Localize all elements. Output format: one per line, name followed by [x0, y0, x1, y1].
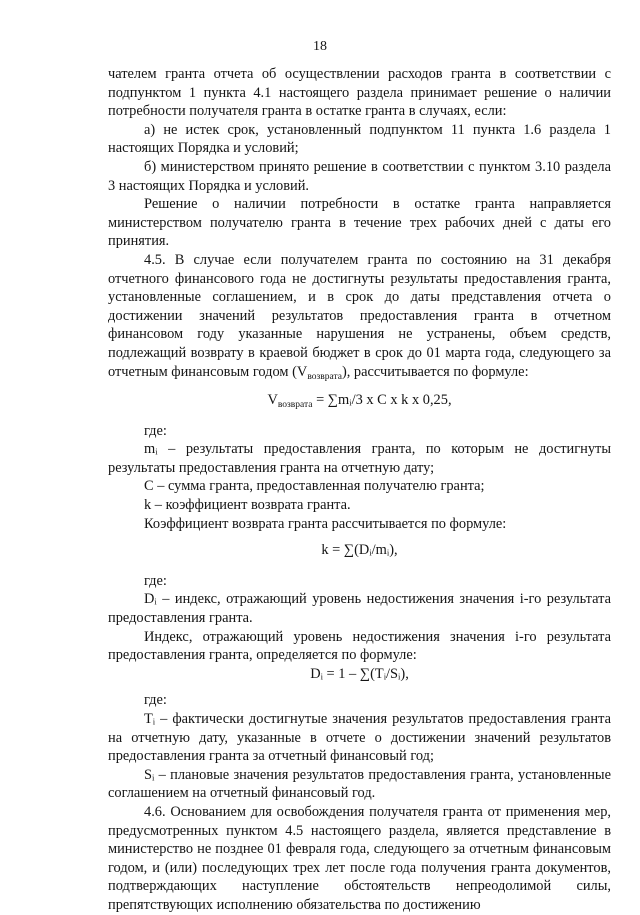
formula-lhs: V [267, 392, 278, 409]
paragraph-4-5 [108, 251, 611, 383]
definition-ti: Tᵢ – фактически достигнутые значения результатов предоставления гранта на отчетную дату, указанные в отчете о достижении значений результатов предоставления гранта за отчетный финансовый год; [108, 711, 611, 765]
paragraph-index: Индекс, отражающий уровень недостижения значения i-го результата предоставления гранта, определяется по формуле: [108, 628, 611, 664]
definition-mi: mᵢ – результаты предоставления гранта, по которым не достигнуты результаты предоставления гранта на отчетную дату; [108, 441, 611, 476]
where-label: где: [144, 572, 167, 589]
definition-k: k – коэффициент возврата гранта. [144, 497, 351, 514]
where-label: где: [144, 692, 167, 709]
paragraph-decision: Решение о наличии потребности в остатке гранта направляется министерством получателю гранта в течение трех рабочих дней с даты его принятия. [108, 196, 611, 250]
paragraph-continuation: чателем гранта отчета об осуществлении расходов гранта в соответствии с подпунктом 1 пункта 4.1 настоящего раздела принимает решение о наличии потребности получателя гранта в остатке гранта в случаях, если: [108, 66, 611, 120]
formula-coefficient: k = ∑(Dᵢ/mᵢ), [321, 542, 398, 559]
where-label: где: [144, 422, 167, 439]
page-number: 18 [313, 39, 327, 54]
paragraph-4-5-tail: ), рассчитывается по формуле: [341, 363, 529, 380]
subscript-return: возврата [307, 371, 342, 382]
paragraph-4-6: 4.6. Основанием для освобождения получателя гранта от применения мер, предусмотренных пунктом 4.5 настоящего раздела, является представление в министерство не позднее 01 февраля года, следующего за отчетным финансовым годом, и (или) последующих трех лет после года получения гранта документов, подтверждающих наступление обстоятельств непреодолимой силы, препятствующих исполнению обязательства по достижению [108, 803, 611, 913]
definition-di: Dᵢ – индекс, отражающий уровень недостижения значения i-го результата предоставления гранта. [108, 591, 611, 627]
formula-index: Dᵢ = 1 – ∑(Tᵢ/Sᵢ), [310, 665, 409, 682]
paragraph-4-5-text: 4.5. В случае если получателем гранта по состоянию на 31 декабря отчетного финансового года не достигнуты результаты предоставления гранта, установленные соглашением, и в срок до даты представления отчета о достижении значений результатов предоставления гранта в отчетном финансовом году указанные нарушения не устранены, объем средств, подлежащий возврату в краевой бюджет в срок до 01 марта года, следующего за отчетным финансовым годом (V [108, 251, 611, 380]
document-body [108, 65, 611, 915]
paragraph-coefficient: Коэффициент возврата гранта рассчитывается по формуле: [144, 515, 507, 532]
formula-lhs-subscript: возврата [277, 400, 313, 411]
paragraph-item-a: а) не истек срок, установленный подпунктом 11 пункта 1.6 раздела 1 настоящих Порядка и условий; [108, 121, 611, 157]
paragraph-item-b: б) министерством принято решение в соответствии с пунктом 3.10 раздела 3 настоящих Порядка и условий. [108, 158, 611, 194]
definition-si: Sᵢ – плановые значения результатов предоставления гранта, установленные соглашением на отчетный финансовый год. [108, 766, 611, 802]
formula-rhs: = ∑mᵢ/3 х С х k х 0,25, [312, 392, 452, 409]
definition-c: С – сумма гранта, предоставленная получателю гранта; [144, 478, 485, 495]
formula-return-volume [108, 391, 611, 412]
